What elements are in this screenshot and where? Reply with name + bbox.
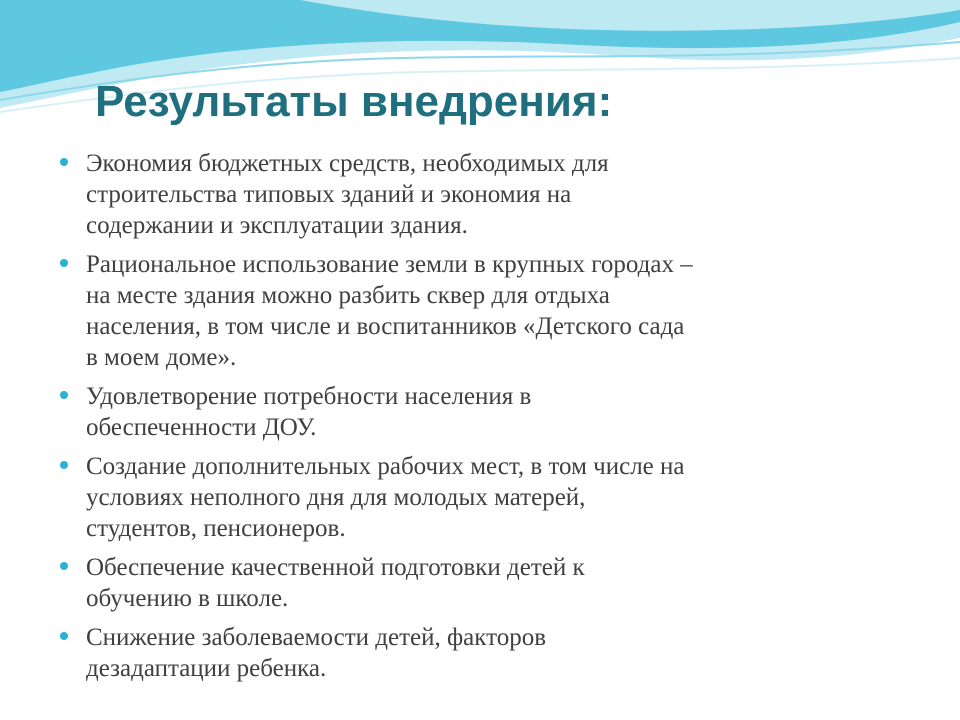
slide-title: Результаты внедрения: xyxy=(95,77,613,126)
bullet-dot-icon xyxy=(60,259,68,267)
bullet-item xyxy=(60,249,920,373)
bullet-dot-icon xyxy=(60,461,68,469)
bullet-dot-icon xyxy=(60,391,68,399)
bullet-item xyxy=(60,381,920,443)
bullet-item xyxy=(60,451,920,544)
bullet-item xyxy=(60,622,920,684)
bullet-text: Снижение заболеваемости детей, факторов дезадаптации ребенка. xyxy=(86,624,546,682)
bullet-item xyxy=(60,552,920,614)
bullet-list xyxy=(60,148,920,692)
bullet-text: Создание дополнительных рабочих мест, в том числе на условиях неполного дня для молодых матерей, студентов, пенсионеров. xyxy=(86,453,685,542)
bullet-text: Экономия бюджетных средств, необходимых для строительства типовых зданий и экономия на содержании и эксплуатации здания. xyxy=(86,150,609,239)
bullet-item xyxy=(60,148,920,241)
bullet-text: Обеспечение качественной подготовки детей к обучению в школе. xyxy=(86,554,585,612)
bullet-dot-icon xyxy=(60,158,68,166)
bullet-dot-icon xyxy=(60,562,68,570)
bullet-text: Удовлетворение потребности населения в обеспеченности ДОУ. xyxy=(86,383,532,441)
bullet-dot-icon xyxy=(60,632,68,640)
bullet-text: Рациональное использование земли в крупных городах – на месте здания можно разбить сквер для отдыха населения, в том числе и воспитанников «Детского сада в моем доме». xyxy=(86,251,693,371)
